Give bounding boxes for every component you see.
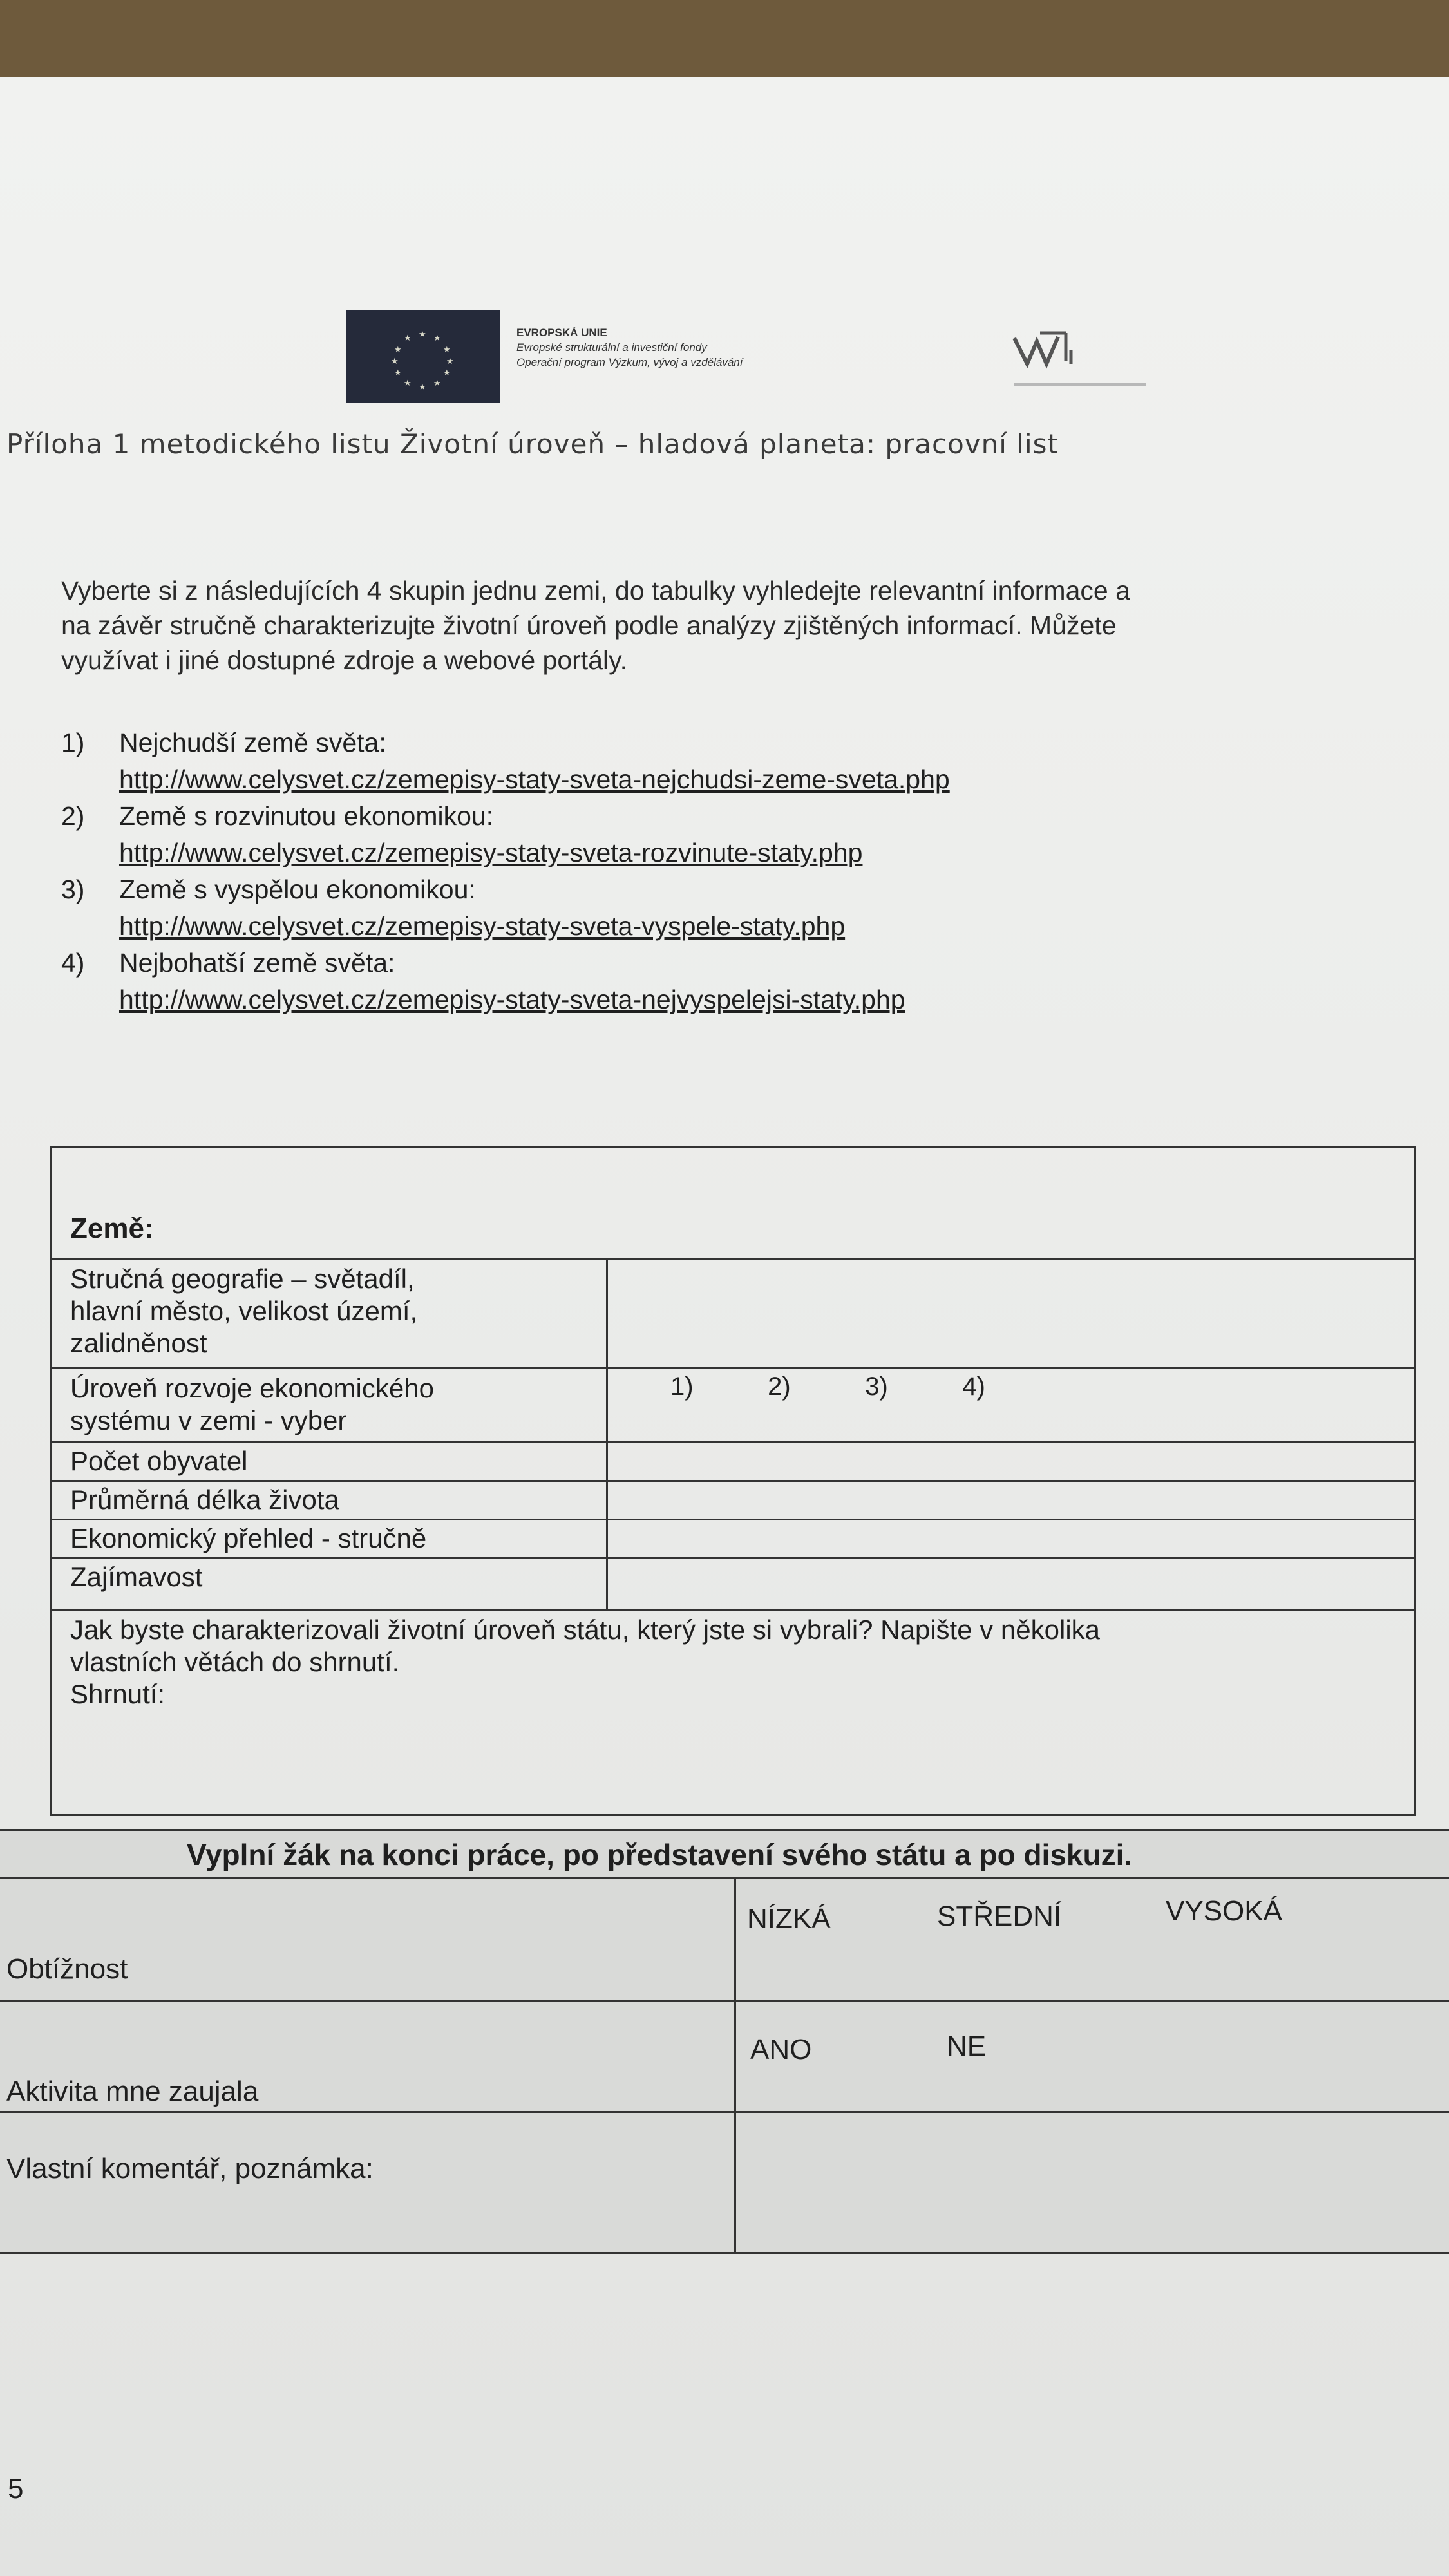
source-link[interactable]: http://www.celysvet.cz/zemepisy-staty-sveta-rozvinute-staty.php <box>119 838 863 867</box>
instructions-paragraph <box>61 573 1368 677</box>
table-row <box>52 1367 1414 1435</box>
econ-option[interactable]: 3) <box>865 1372 888 1401</box>
summary-line: vlastních větách do shrnutí. <box>70 1647 400 1677</box>
source-link[interactable]: http://www.celysvet.cz/zemepisy-staty-sveta-nejchudsi-zeme-sveta.php <box>119 764 950 794</box>
table-row <box>52 1557 1414 1592</box>
list-item <box>61 945 1285 1018</box>
row-label-geography <box>70 1263 417 1359</box>
row-label-interesting: Zajímavost <box>70 1562 203 1592</box>
list-item <box>61 798 1285 871</box>
eu-flag-logo: ★ ★ ★ ★ ★ ★ ★ ★ ★ ★ ★ ★ <box>346 310 500 402</box>
list-number: 4) <box>61 948 85 978</box>
list-number: 3) <box>61 875 85 904</box>
country-label: Země: <box>70 1213 154 1244</box>
source-link[interactable]: http://www.celysvet.cz/zemepisy-staty-sveta-vyspele-staty.php <box>119 911 846 941</box>
sources-list <box>61 724 1285 1018</box>
source-label: Země s vyspělou ekonomikou: <box>119 875 476 904</box>
summary-line: Shrnutí: <box>70 1679 166 1709</box>
column-divider <box>606 1258 608 1609</box>
table-row <box>52 1519 1414 1553</box>
table-row <box>52 1258 1414 1358</box>
interest-label: Aktivita mne zaujala <box>6 2076 259 2107</box>
source-label: Země s rozvinutou ekonomikou: <box>119 801 494 831</box>
page-number: 5 <box>8 2473 24 2505</box>
document-title: Příloha 1 metodického listu Životní úroveň – hladová planeta: pracovní list <box>6 428 1059 460</box>
interest-option-no[interactable]: NE <box>947 2031 987 2062</box>
list-item <box>61 871 1285 945</box>
difficulty-option-medium[interactable]: STŘEDNÍ <box>937 1900 1062 1932</box>
instructions-line: na závěr stručně charakterizujte životní úroveň podle analýzy zjištěných informací. Můžete <box>61 611 1117 640</box>
instructions-line: využívat i jiné dostupné zdroje a webové portály. <box>61 645 627 675</box>
summary-line: Jak byste charakterizovali životní úroveň státu, který jste si vybrali? Napište v několika <box>70 1615 1101 1645</box>
divider <box>0 2000 1449 2002</box>
eu-logo-line: Operační program Výzkum, vývoj a vzdělávání <box>516 356 743 368</box>
econ-option[interactable]: 2) <box>768 1372 791 1401</box>
difficulty-option-high[interactable]: VYSOKÁ <box>1166 1895 1282 1927</box>
eu-logo-text <box>516 325 743 370</box>
divider <box>0 2111 1449 2113</box>
list-number: 1) <box>61 728 85 757</box>
table-row <box>52 1441 1414 1476</box>
msmt-logo-icon <box>1001 325 1156 396</box>
difficulty-option-low[interactable]: NÍZKÁ <box>747 1903 831 1935</box>
eu-logo-line: EVROPSKÁ UNIE <box>516 327 607 339</box>
row-label-econ-level <box>70 1372 434 1437</box>
comment-label: Vlastní komentář, poznámka: <box>6 2153 374 2184</box>
eu-logo-line: Evropské strukturální a investiční fondy <box>516 341 707 354</box>
row-label-line: zalidněnost <box>70 1328 207 1358</box>
difficulty-label: Obtížnost <box>6 1953 128 1985</box>
divider <box>0 1877 1449 1879</box>
summary-prompt <box>70 1614 1390 1710</box>
column-divider <box>734 1877 736 2254</box>
econ-option[interactable]: 1) <box>670 1372 694 1401</box>
row-label-line: Stručná geografie – světadíl, <box>70 1264 415 1294</box>
econ-level-options <box>670 1372 1052 1401</box>
row-label-population: Počet obyvatel <box>70 1446 248 1476</box>
instructions-line: Vyberte si z následujících 4 skupin jednu zemi, do tabulky vyhledejte relevantní informace a <box>61 576 1130 605</box>
table-row <box>52 1609 1414 1709</box>
self-assessment-table <box>0 1829 1449 2254</box>
row-label-life-expectancy: Průměrná délka života <box>70 1484 339 1515</box>
assessment-header: Vyplní žák na konci práce, po představení svého státu a po diskuzi. <box>187 1838 1133 1871</box>
row-label-line: Úroveň rozvoje ekonomického <box>70 1373 434 1403</box>
country-info-table <box>50 1146 1416 1816</box>
source-label: Nejbohatší země světa: <box>119 948 395 978</box>
list-number: 2) <box>61 801 85 831</box>
source-link[interactable]: http://www.celysvet.cz/zemepisy-staty-sveta-nejvyspelejsi-staty.php <box>119 985 905 1014</box>
interest-option-yes[interactable]: ANO <box>750 2034 812 2065</box>
row-label-line: systému v zemi - vyber <box>70 1405 347 1435</box>
row-label-line: hlavní město, velikost území, <box>70 1296 418 1326</box>
table-row <box>52 1480 1414 1515</box>
list-item <box>61 724 1285 798</box>
source-label: Nejchudší země světa: <box>119 728 386 757</box>
row-label-economy: Ekonomický přehled - stručně <box>70 1523 427 1553</box>
econ-option[interactable]: 4) <box>962 1372 985 1401</box>
worksheet-page <box>0 77 1449 2576</box>
